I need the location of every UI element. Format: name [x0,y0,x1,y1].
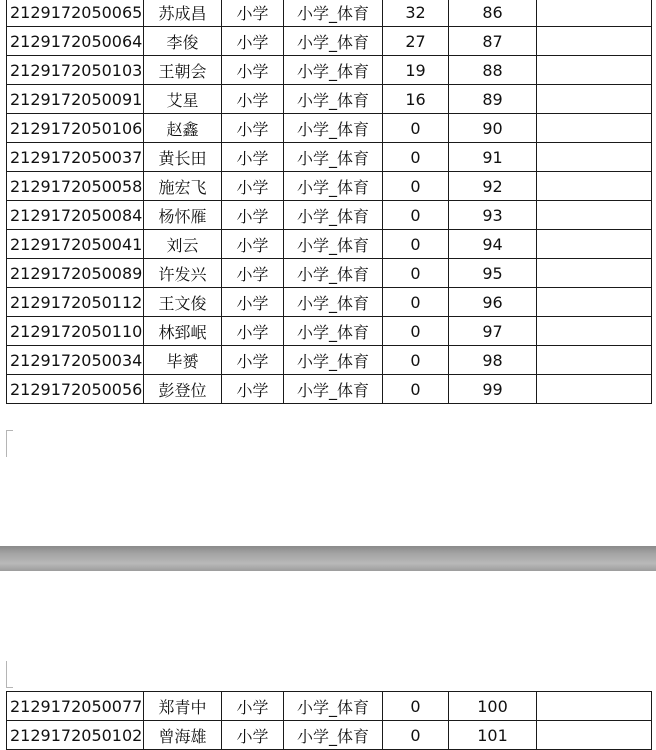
id-cell: 2129172050103 [7,56,144,85]
table-row [7,692,652,721]
empty-cell [537,27,652,56]
subject-cell: 小学_体育 [284,288,383,317]
rank-cell: 87 [449,27,537,56]
name-cell: 王朝会 [144,56,222,85]
score-cell: 27 [383,27,449,56]
level-cell: 小学 [222,143,284,172]
table-row [7,114,652,143]
empty-cell [537,721,652,750]
name-cell: 艾星 [144,85,222,114]
table-row [7,201,652,230]
subject-cell: 小学_体育 [284,201,383,230]
level-cell: 小学 [222,172,284,201]
empty-cell [537,375,652,404]
level-cell: 小学 [222,346,284,375]
score-cell: 0 [383,259,449,288]
score-cell: 0 [383,143,449,172]
score-cell: 0 [383,721,449,750]
level-cell: 小学 [222,288,284,317]
id-cell: 2129172050056 [7,375,144,404]
rank-cell: 88 [449,56,537,85]
subject-cell: 小学_体育 [284,317,383,346]
subject-cell: 小学_体育 [284,259,383,288]
name-cell: 许发兴 [144,259,222,288]
subject-cell: 小学_体育 [284,230,383,259]
empty-cell [537,317,652,346]
subject-cell: 小学_体育 [284,692,383,721]
name-cell: 彭登位 [144,375,222,404]
table-row [7,721,652,750]
id-cell: 2129172050034 [7,346,144,375]
table-row [7,259,652,288]
level-cell: 小学 [222,317,284,346]
page-separator [0,546,656,571]
name-cell: 毕赟 [144,346,222,375]
id-cell: 2129172050065 [7,0,144,27]
table-row [7,85,652,114]
name-cell: 黄长田 [144,143,222,172]
subject-cell: 小学_体育 [284,114,383,143]
subject-cell: 小学_体育 [284,721,383,750]
rank-cell: 93 [449,201,537,230]
score-cell: 19 [383,56,449,85]
subject-cell: 小学_体育 [284,85,383,114]
rank-cell: 86 [449,0,537,27]
table-row [7,346,652,375]
name-cell: 曾海雄 [144,721,222,750]
level-cell: 小学 [222,27,284,56]
name-cell: 王文俊 [144,288,222,317]
table-body [7,0,652,404]
score-cell: 0 [383,172,449,201]
name-cell: 赵鑫 [144,114,222,143]
page-corner-mark [6,430,13,457]
rank-cell: 94 [449,230,537,259]
id-cell: 2129172050089 [7,259,144,288]
name-cell: 施宏飞 [144,172,222,201]
subject-cell: 小学_体育 [284,346,383,375]
score-cell: 0 [383,230,449,259]
name-cell: 郑青中 [144,692,222,721]
score-cell: 0 [383,317,449,346]
level-cell: 小学 [222,230,284,259]
subject-cell: 小学_体育 [284,172,383,201]
rank-cell: 90 [449,114,537,143]
subject-cell: 小学_体育 [284,56,383,85]
empty-cell [537,288,652,317]
table-row [7,0,652,27]
results-table-page-2 [6,691,652,750]
rank-cell: 99 [449,375,537,404]
table-body [7,692,652,750]
name-cell: 杨怀雁 [144,201,222,230]
rank-cell: 92 [449,172,537,201]
rank-cell: 100 [449,692,537,721]
score-cell: 0 [383,114,449,143]
name-cell: 刘云 [144,230,222,259]
name-cell: 李俊 [144,27,222,56]
score-cell: 0 [383,692,449,721]
table-row [7,375,652,404]
rank-cell: 98 [449,346,537,375]
name-cell: 林郅岷 [144,317,222,346]
score-cell: 16 [383,85,449,114]
table-row [7,288,652,317]
id-cell: 2129172050112 [7,288,144,317]
subject-cell: 小学_体育 [284,27,383,56]
score-cell: 0 [383,346,449,375]
id-cell: 2129172050037 [7,143,144,172]
empty-cell [537,692,652,721]
table-row [7,230,652,259]
id-cell: 2129172050084 [7,201,144,230]
id-cell: 2129172050102 [7,721,144,750]
level-cell: 小学 [222,201,284,230]
table-row [7,56,652,85]
name-cell: 苏成昌 [144,0,222,27]
empty-cell [537,143,652,172]
subject-cell: 小学_体育 [284,0,383,27]
page-corner-mark [6,661,13,688]
id-cell: 2129172050091 [7,85,144,114]
score-cell: 0 [383,288,449,317]
empty-cell [537,259,652,288]
id-cell: 2129172050110 [7,317,144,346]
empty-cell [537,201,652,230]
level-cell: 小学 [222,692,284,721]
level-cell: 小学 [222,721,284,750]
score-cell: 0 [383,375,449,404]
level-cell: 小学 [222,56,284,85]
level-cell: 小学 [222,114,284,143]
empty-cell [537,172,652,201]
score-cell: 0 [383,201,449,230]
empty-cell [537,230,652,259]
rank-cell: 97 [449,317,537,346]
results-table-page-1 [6,0,652,404]
level-cell: 小学 [222,375,284,404]
rank-cell: 96 [449,288,537,317]
rank-cell: 89 [449,85,537,114]
rank-cell: 91 [449,143,537,172]
rank-cell: 95 [449,259,537,288]
id-cell: 2129172050077 [7,692,144,721]
id-cell: 2129172050058 [7,172,144,201]
table-row [7,172,652,201]
id-cell: 2129172050064 [7,27,144,56]
subject-cell: 小学_体育 [284,143,383,172]
level-cell: 小学 [222,259,284,288]
id-cell: 2129172050041 [7,230,144,259]
rank-cell: 101 [449,721,537,750]
subject-cell: 小学_体育 [284,375,383,404]
table-row [7,143,652,172]
empty-cell [537,114,652,143]
level-cell: 小学 [222,0,284,27]
level-cell: 小学 [222,85,284,114]
empty-cell [537,346,652,375]
empty-cell [537,85,652,114]
table-row [7,317,652,346]
table-row [7,27,652,56]
id-cell: 2129172050106 [7,114,144,143]
empty-cell [537,56,652,85]
score-cell: 32 [383,0,449,27]
empty-cell [537,0,652,27]
